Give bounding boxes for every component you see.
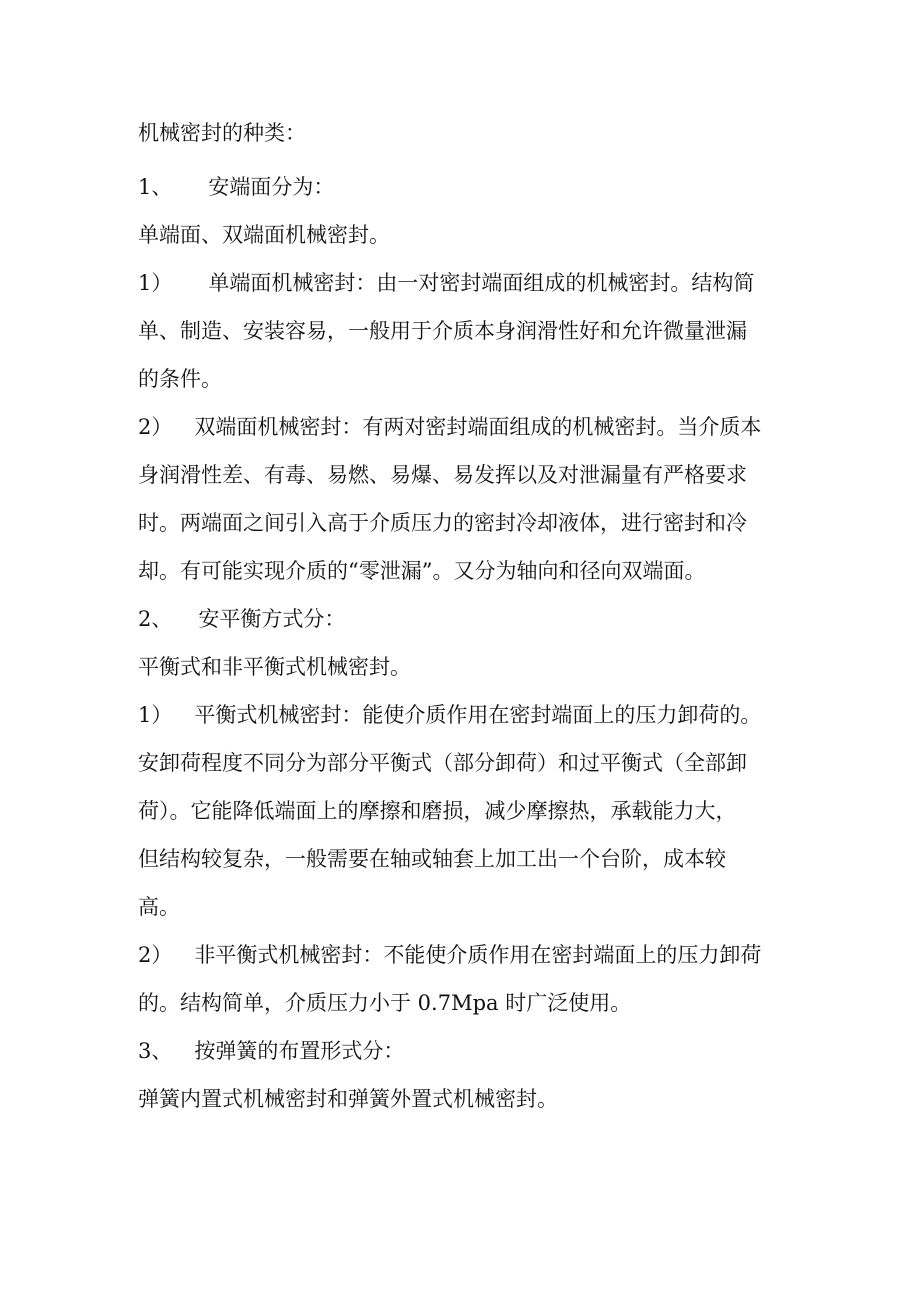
section-2-title: 安平衡方式分： [198, 607, 346, 631]
section-2-summary: 平衡式和非平衡式机械密封。 [138, 655, 411, 679]
section-2-item-1-line-4: 但结构较复杂，一般需要在轴或轴套上加工出一个台阶，成本较 [138, 847, 726, 871]
section-2-item-1-line-2: 安卸荷程度不同分为部分平衡式（部分卸荷）和过平衡式（全部卸 [138, 751, 747, 775]
section-3-title: 按弹簧的布置形式分： [194, 1039, 405, 1063]
section-2-item-1-line-3: 荷）。它能降低端面上的摩擦和磨损，减少摩擦热，承载能力大， [138, 799, 737, 823]
section-1-heading [138, 168, 334, 206]
section-1-item-1-line-2: 单、制造、安装容易，一般用于介质本身润滑性好和允许微量泄漏 [138, 319, 747, 343]
section-2-item-1-line-5: 高。 [138, 895, 180, 919]
section-1-item-1-line-1: 1） 单端面机械密封：由一对密封端面组成的机械密封。结构简 [138, 264, 754, 302]
section-2-item-2-line-1: 2） 非平衡式机械密封：不能使介质作用在密封端面上的压力卸荷 [138, 936, 761, 974]
section-2-item-1-line-1: 1） 平衡式机械密封：能使介质作用在密封端面上的压力卸荷的。 [138, 696, 761, 734]
section-1-item-1-number: 1） [138, 271, 173, 295]
section-3-summary: 弹簧内置式机械密封和弹簧外置式机械密封。 [138, 1087, 558, 1111]
section-1-number: 1、 [138, 175, 173, 199]
section-1-summary: 单端面、双端面机械密封。 [138, 223, 390, 247]
section-2-item-1-number: 1） [138, 703, 173, 727]
document-heading [138, 114, 306, 152]
section-2-item-2-number: 2） [138, 943, 173, 967]
heading-text: 机械密封的种类： [138, 121, 306, 145]
section-3-number: 3、 [138, 1039, 173, 1063]
section-1-item-2-number: 2） [138, 415, 173, 439]
section-1-item-2-line-4: 却。有可能实现介质的“零泄漏”。又分为轴向和径向双端面。 [138, 559, 706, 583]
section-3-heading [138, 1032, 404, 1070]
section-1-item-1-line-3: 的条件。 [138, 367, 222, 391]
section-1-title: 安端面分为： [208, 175, 335, 199]
section-1-item-2-line-3: 时。两端面之间引入高于介质压力的密封冷却液体，进行密封和冷 [138, 511, 747, 535]
section-2-heading [138, 600, 345, 638]
section-1-item-2-line-1: 2） 双端面机械密封：有两对密封端面组成的机械密封。当介质本 [138, 408, 761, 446]
section-1-item-2-line-2: 身润滑性差、有毒、易燃、易爆、易发挥以及对泄漏量有严格要求 [138, 463, 747, 487]
section-2-item-2-line-2: 的。结构简单，介质压力小于 0.7Mpa 时广泛使用。 [138, 991, 632, 1015]
section-2-number: 2、 [138, 607, 173, 631]
